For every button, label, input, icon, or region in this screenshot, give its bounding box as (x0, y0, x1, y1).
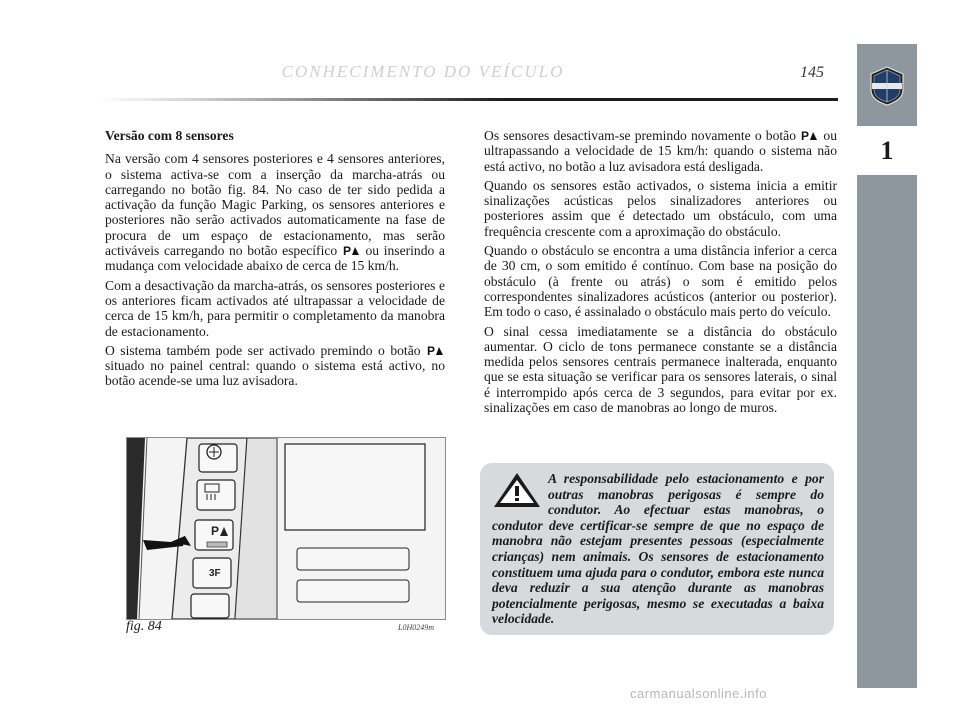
warning-text: A responsabilidade pelo estacionamento e por outras manobras perigosas é sempre do condutor. Ao efectuar estas manobras, o condutor deve certificar-se sempre de que no espaço de manobra não estejam presentes pessoas (especialmente crianças) nem animais. Os sensores de estacionamento constituem uma ajuda para o condutor, embora este nunca deva reduzir a sua atenção durante as manobras potencialmente perigosas, mesmo se executadas a baixa velocidade. (492, 471, 824, 627)
svg-text:P: P (801, 129, 810, 141)
figure-caption: fig. 84 (126, 619, 162, 634)
svg-text:P: P (342, 244, 351, 257)
left-column (105, 128, 445, 393)
svg-text:P: P (427, 343, 436, 356)
park-sensor-icon (343, 244, 360, 256)
side-rail (857, 44, 917, 688)
center-console-illustration (127, 438, 445, 619)
section-heading: Versão com 8 sensores (105, 128, 234, 143)
svg-text:3F: 3F (209, 568, 221, 579)
paragraph (105, 343, 445, 389)
running-header-title: CONHECIMENTO DO VEÍCULO (281, 62, 565, 81)
paragraph: Quando os sensores estão activados, o sistema inicia a emitir sinalizações acústicas pelos sinalizadores anteriores ou posteriores assim que é detectado um obstáculo, com uma frequência crescente com a aproximação do obstáculo. (484, 177, 837, 239)
figure-code: L0H0249m (398, 623, 435, 632)
paragraph-text: O sistema também pode ser activado premindo o botão (105, 342, 421, 358)
paragraph: Com a desactivação da marcha-atrás, os sensores posteriores e os anteriores ficam activados até ultrapassar a velocidade de cerca de 15 km/h, para permitir o completamento da manobra de estacionamento. (105, 277, 445, 339)
paragraph-text: situado no painel central: quando o sistema está activo, no botão acende-se uma luz avisadora. (105, 358, 445, 389)
paragraph: Quando o obstáculo se encontra a uma distância inferior a cerca de 30 cm, o som emitido é contínuo. Com base na posição do obstáculo (à frente ou atrás) o som é emitido pelos correspondentes sinalizadores acústicos (anterior ou posterior). Em todo o caso, é assinalado o obstáculo mais perto do veículo. (484, 243, 837, 320)
park-sensor-icon (801, 129, 818, 141)
warning-box (480, 463, 834, 635)
lancia-logo-icon (869, 66, 905, 106)
right-column (484, 128, 837, 419)
dashboard-figure (126, 437, 446, 620)
watermark: carmanualsonline.info (630, 686, 767, 701)
park-sensor-icon (427, 344, 444, 356)
page-number: 145 (800, 64, 824, 81)
paragraph (484, 128, 837, 174)
paragraph-text: ou inserindo a mudança com velocidade abaixo de cerca de 15 km/h. (105, 243, 445, 274)
paragraph-text: Na versão com 4 sensores posteriores e 4 sensores anteriores, o sistema activa-se com a inserção da marcha-atrás ou carregando no botão fig. 84. No caso de ter sido pedida a activação da função Magic Parking, os sensores anteriores e posteriores não serão activados automaticamente na fase de procura de um espaço de estacionamento, mas serão activáveis carregando no botão específico (105, 151, 445, 259)
paragraph-text: Os sensores desactivam-se premindo novamente o botão (484, 128, 797, 143)
chapter-number: 1 (857, 128, 917, 175)
side-rail-logo-area (857, 44, 917, 128)
warning-triangle-icon (492, 471, 542, 509)
paragraph: O sinal cessa imediatamente se a distância do obstáculo aumentar. O ciclo de tons permanece constante se a distância medida pelos sensores centrais permanece inalterada, enquanto que se esta situação se verificar para os sensores laterais, o sinal é interrompido após cerca de 3 segundos, para evitar por ex. sinalizações em caso de manobras ao longo de muros. (484, 323, 837, 416)
paragraph (105, 151, 445, 273)
header-rule (96, 98, 838, 101)
svg-text:P: P (211, 524, 220, 538)
paragraph-text: ou ultrapassando a velocidade de 15 km/h: quando o sistema não está activo, no botão a luz avisadora está desligada. (484, 128, 837, 174)
